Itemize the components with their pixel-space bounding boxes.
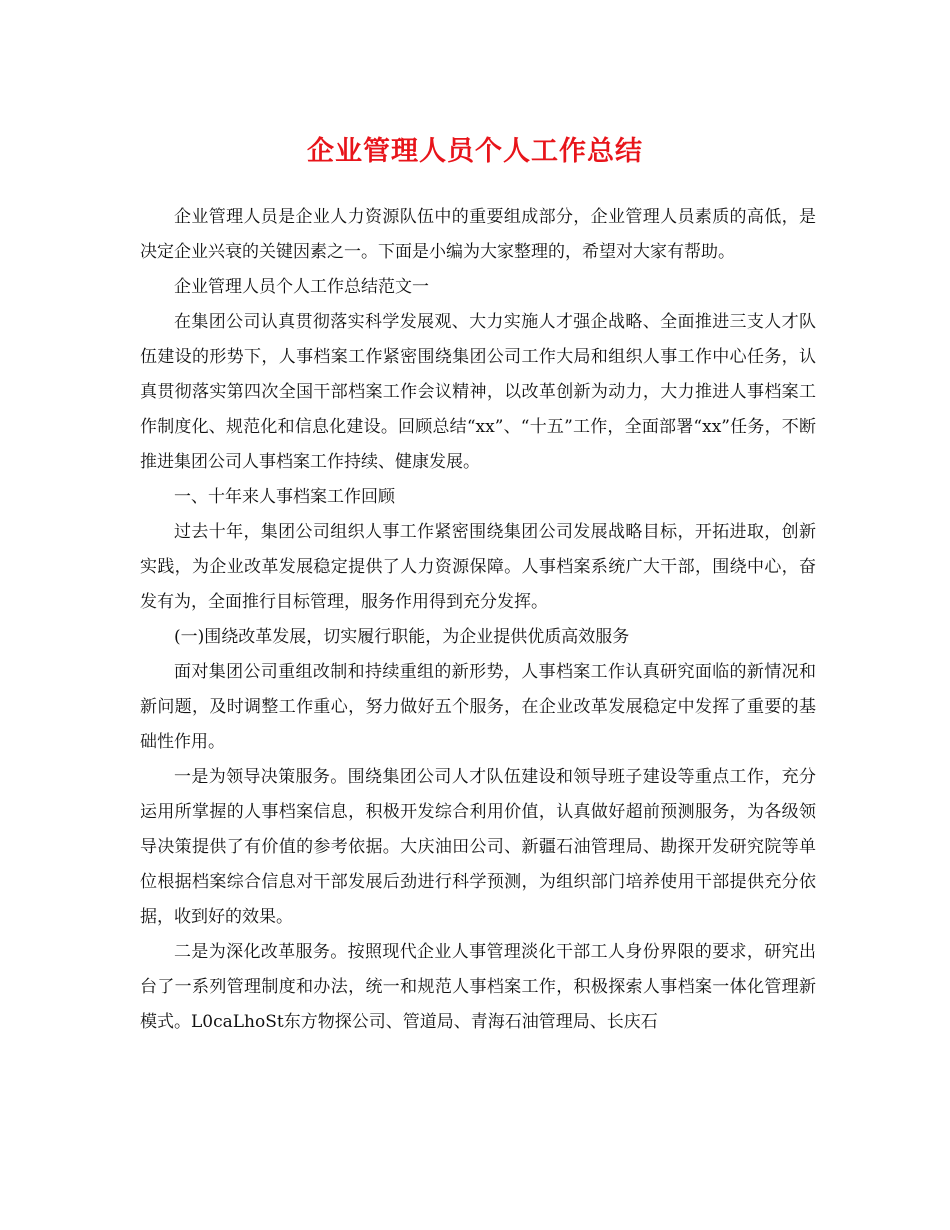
document-body <box>140 200 816 1040</box>
paragraph-new-situation: 面对集团公司重组改制和持续重组的新形势，人事档案工作认真研究面临的新情况和新问题，及时调整工作重心，努力做好五个服务，在企业改革发展稳定中发挥了重要的基础性作用。 <box>140 662 816 752</box>
paragraph-intro: 企业管理人员是企业人力资源队伍中的重要组成部分，企业管理人员素质的高低，是决定企业兴衰的关键因素之一。下面是小编为大家整理的，希望对大家有帮助。 <box>140 207 816 262</box>
paragraph-reform-service: 二是为深化改革服务。按照现代企业人事管理淡化干部工人身份界限的要求，研究出台了一系列管理制度和办法，统一和规范人事档案工作，积极探索人事档案一体化管理新模式。L0caLhoSt东方物探公司、管道局、青海石油管理局、长庆石 <box>140 942 816 1032</box>
paragraph-context: 在集团公司认真贯彻落实科学发展观、大力实施人才强企战略、全面推进三支人才队伍建设的形势下，人事档案工作紧密围绕集团公司工作大局和组织人事工作中心任务，认真贯彻落实第四次全国干部档案工作会议精神，以改革创新为动力，大力推进人事档案工作制度化、规范化和信息化建设。回顾总结“xx”、“十五”工作，全面部署“xx”任务，不断推进集团公司人事档案工作持续、健康发展。 <box>140 312 816 472</box>
paragraph-review: 过去十年，集团公司组织人事工作紧密围绕集团公司发展战略目标，开拓进取，创新实践，为企业改革发展稳定提供了人力资源保障。人事档案系统广大干部，围绕中心，奋发有为，全面推行目标管理，服务作用得到充分发挥。 <box>140 522 816 612</box>
paragraph-section-heading: 一、十年来人事档案工作回顾 <box>174 487 395 507</box>
paragraph-decision-service: 一是为领导决策服务。围绕集团公司人才队伍建设和领导班子建设等重点工作，充分运用所掌握的人事档案信息，积极开发综合利用价值，认真做好超前预测服务，为各级领导决策提供了有价值的参考依据。大庆油田公司、新疆石油管理局、勘探开发研究院等单位根据档案综合信息对干部发展后劲进行科学预测，为组织部门培养使用干部提供充分依据，收到好的效果。 <box>140 767 816 927</box>
document-title: 企业管理人员个人工作总结 <box>307 136 643 167</box>
paragraph-subsection-heading: (一)围绕改革发展，切实履行职能，为企业提供优质高效服务 <box>174 627 630 647</box>
paragraph-sample-heading: 企业管理人员个人工作总结范文一 <box>174 277 429 297</box>
